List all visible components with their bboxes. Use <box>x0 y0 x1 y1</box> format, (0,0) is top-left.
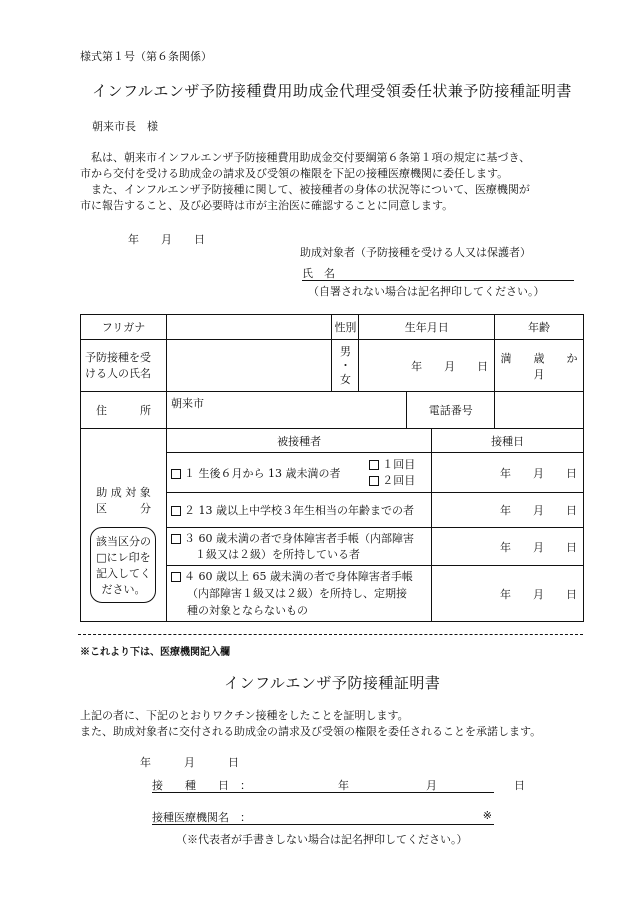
medical-institution-field[interactable]: 接種医療機関名 ： ※ <box>152 809 492 824</box>
sign-date[interactable]: 年 月 日 <box>128 233 205 246</box>
date-column-header: 接種日 <box>432 429 584 453</box>
phone-field[interactable] <box>495 392 584 429</box>
certificate-date[interactable]: 年 月 日 <box>140 756 239 769</box>
birthdate-label: 生年月日 <box>359 315 495 340</box>
furigana-field[interactable] <box>166 315 332 340</box>
gender-field[interactable]: 男 ・ 女 <box>332 340 359 392</box>
address-label: 住 所 <box>81 392 167 429</box>
sign-note: （自署されない場合は記名押印してください。） <box>308 285 545 298</box>
category-row-1 <box>166 453 431 493</box>
addressee: 朝来市長 様 <box>92 120 158 133</box>
applicant-name-field[interactable] <box>302 265 574 281</box>
category-row-3: ３ 60 歳未満の者で身体障害者手帳（内部障害 １級又は２級）を所持している者 <box>166 528 431 566</box>
category-instruction: 該当区分の □にレ印を 記入してく ださい。 <box>90 527 156 603</box>
certificate-line-2: また、助成対象者に交付される助成金の請求及び受領の権限を委任されることを承諾します。 <box>80 725 542 738</box>
recipient-name-label: 予防接種を受 ける人の氏名 <box>81 340 167 392</box>
age-field[interactable]: 満 歳 か月 <box>495 340 584 392</box>
dose-2-checkbox[interactable]: ２回目 <box>369 473 415 489</box>
age-label: 年齢 <box>495 315 584 340</box>
category-3-checkbox[interactable]: ３ 60 歳未満の者で身体障害者手帳（内部障害 <box>171 531 427 547</box>
name-label: 氏 名 <box>302 267 335 280</box>
recipient-column-header: 被接種者 <box>166 429 431 453</box>
vaccination-date-3[interactable]: 年 月 日 <box>432 528 584 566</box>
vaccination-date-2[interactable]: 年 月 日 <box>432 493 584 528</box>
certificate-title: インフルエンザ予防接種証明書 <box>224 674 441 692</box>
gender-label: 性別 <box>332 315 359 340</box>
category-row-2 <box>166 493 431 528</box>
vaccination-date-1[interactable]: 年 月 日 <box>432 453 584 493</box>
medical-section-notice: ※これより下は、医療機関記入欄 <box>80 647 230 658</box>
certificate-line-1: 上記の者に、下記のとおりワクチン接種をしたことを証明します。 <box>80 709 409 722</box>
address-field[interactable]: 朝来市 <box>166 392 406 429</box>
applicant-table <box>80 314 584 622</box>
representative-note: （※代表者が手書きしない場合は記名押印してください。） <box>176 833 468 846</box>
vaccination-date-4[interactable]: 年 月 日 <box>432 566 584 622</box>
category-row-4: ４ 60 歳以上 65 歳未満の者で身体障害者手帳 （内部障害１級又は２級）を所持し、定期接 種の対象とならないもの <box>166 566 431 622</box>
category-label-2: 区 分 <box>95 502 151 515</box>
category-4-checkbox[interactable]: ４ 60 歳以上 65 歳未満の者で身体障害者手帳 <box>171 568 427 585</box>
category-label-cell <box>81 429 167 622</box>
birthdate-field[interactable]: 年 月 日 <box>359 340 495 392</box>
intro-paragraph-1: 私は、朝来市インフルエンザ予防接種費用助成金交付要綱第６条第１項の規定に基づき、 市から交付を受ける助成金の請求及び受領の権限を下記の接種医療機関に委任します。 また、インフルエンザ予防接種に関して、被接種者の身体の状況等について、医療機関が 市に報告すること、及び必要時は市が主治医に確認することに同意します。 <box>80 151 531 212</box>
category-1-checkbox[interactable]: １ 生後６月から 13 歳未満の者 <box>171 465 341 481</box>
stamp-mark: ※ <box>482 809 492 822</box>
furigana-label: フリガナ <box>81 315 167 340</box>
category-2-checkbox[interactable]: ２ 13 歳以上中学校３年生相当の年齢までの者 <box>171 504 414 517</box>
category-label-1: 助 成 対 象 <box>96 486 151 499</box>
dose-1-checkbox[interactable]: １回目 <box>369 457 415 473</box>
phone-label: 電話番号 <box>407 392 495 429</box>
section-divider <box>78 634 583 635</box>
form-number: 様式第１号（第６条関係） <box>80 50 212 63</box>
recipient-name-field[interactable] <box>166 340 332 392</box>
page-title: インフルエンザ予防接種費用助成金代理受領委任状兼予防接種証明書 <box>92 82 572 100</box>
vaccination-date-field[interactable]: 接 種 日 ： 年 月 日 <box>152 779 525 792</box>
applicant-type: 助成対象者（予防接種を受ける人又は保護者） <box>300 246 531 259</box>
